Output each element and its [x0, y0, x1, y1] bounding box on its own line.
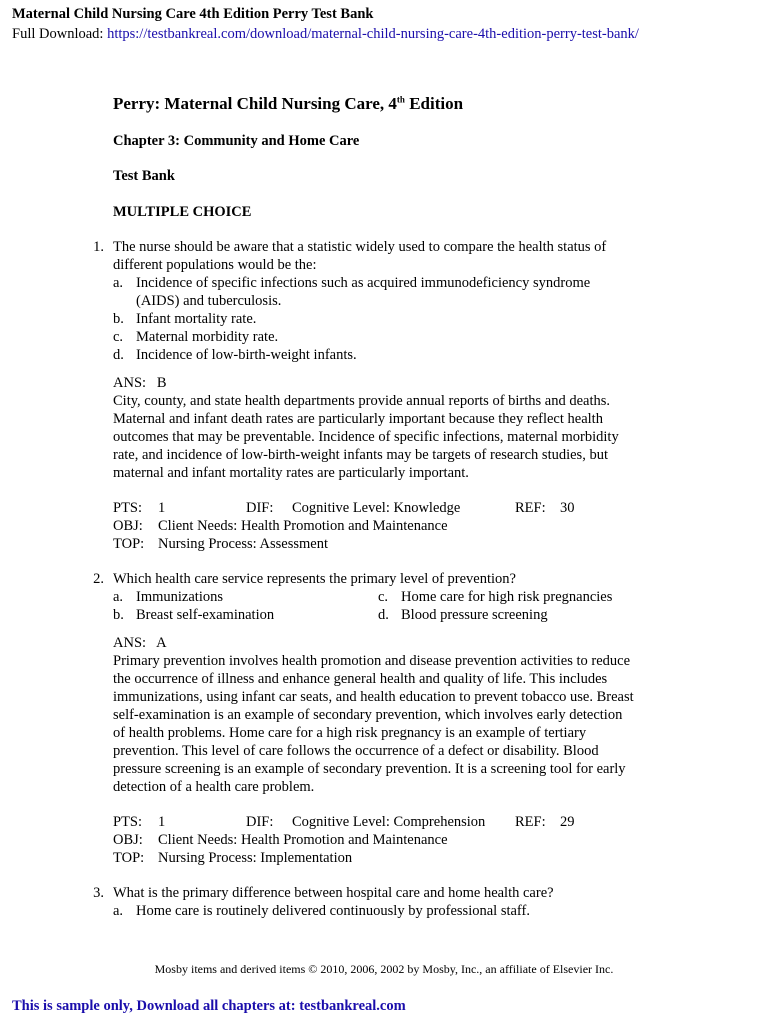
ref-label: REF: [515, 500, 546, 516]
ref-label: REF: [515, 814, 546, 830]
rationale-line: the occurrence of illness and enhance general health and quality of life. This includes [113, 671, 608, 687]
obj-value: Client Needs: Health Promotion and Maintenance [158, 518, 448, 534]
option-text: Immunizations [136, 589, 223, 605]
option-letter: b. [113, 311, 124, 327]
rationale-line: Maternal and infant death rates are particularly important because they reflect health [113, 411, 603, 427]
option-text: Infant mortality rate. [136, 311, 257, 327]
option-b [113, 606, 274, 624]
option-letter: d. [378, 607, 389, 623]
answer: ANS: B [113, 375, 167, 391]
ref-value: 30 [560, 500, 575, 516]
option-a [113, 902, 530, 920]
rationale-line: City, county, and state health departments provide annual reports of births and deaths. [113, 393, 611, 409]
option-c [113, 328, 278, 346]
header-title: Maternal Child Nursing Care 4th Edition Perry Test Bank [12, 6, 374, 22]
pts-value: 1 [158, 500, 166, 516]
option-letter: a. [113, 589, 124, 605]
option-letter: a. [113, 275, 124, 291]
option-letter: b. [113, 607, 124, 623]
question-number: 1. [93, 239, 104, 255]
rationale-line: rate, and incidence of low-birth-weight infants may be targets of research studies, but [113, 447, 608, 463]
question-stem: Which health care service represents the primary level of prevention? [113, 571, 516, 587]
ref-value: 29 [560, 814, 575, 830]
top-value: Nursing Process: Implementation [158, 850, 353, 866]
option-text: Maternal morbidity rate. [136, 329, 279, 345]
option-b [113, 310, 256, 328]
book-title-sup: th [396, 94, 405, 105]
rationale-line: Primary prevention involves health promotion and disease prevention activities to reduce [113, 653, 631, 669]
option-text: Home care for high risk pregnancies [401, 589, 613, 605]
option-text: Breast self-examination [136, 607, 275, 623]
rationale-line: prevention. This level of care follows the occurrence of a defect or disability. Blood [113, 743, 599, 759]
option-a-cont: (AIDS) and tuberculosis. [136, 293, 282, 309]
option-text: Home care is routinely delivered continuously by professional staff. [136, 903, 530, 919]
book-title [113, 94, 463, 114]
top-label: TOP: [113, 850, 145, 866]
pts-label: PTS: [113, 500, 143, 516]
question-number: 3. [93, 885, 104, 901]
dif-label: DIF: [246, 814, 274, 830]
question-stem: What is the primary difference between hospital care and home health care? [113, 885, 554, 901]
pts-label: PTS: [113, 814, 143, 830]
chapter-title: Chapter 3: Community and Home Care [113, 133, 360, 149]
dif-value: Cognitive Level: Comprehension [292, 814, 486, 830]
option-letter: c. [113, 329, 124, 345]
rationale-line: pressure screening is an example of secondary prevention. It is a screening tool for early [113, 761, 626, 777]
option-text: Incidence of specific infections such as acquired immunodeficiency syndrome [136, 275, 591, 291]
obj-value: Client Needs: Health Promotion and Maintenance [158, 832, 448, 848]
rationale-line: self-examination is an example of secondary prevention, which involves early detection [113, 707, 623, 723]
pts-value: 1 [158, 814, 166, 830]
top-label: TOP: [113, 536, 145, 552]
option-c [378, 588, 612, 606]
copyright-footer: Mosby items and derived items © 2010, 2006, 2002 by Mosby, Inc., an affiliate of Elsevier Inc. [154, 962, 614, 976]
rationale-line: of health problems. Home care for a high risk pregnancy is an example of tertiary [113, 725, 587, 741]
question-stem: different populations would be the: [113, 257, 317, 273]
book-title-main: Perry: Maternal Child Nursing Care, 4 [113, 94, 397, 113]
answer: ANS: A [113, 635, 167, 651]
download-link[interactable]: https://testbankreal.com/download/maternal-child-nursing-care-4th-edition-perry-test-bank/ [107, 26, 639, 42]
rationale-line: maternal and infant mortality rates are particularly important. [113, 465, 469, 481]
option-d [113, 346, 357, 364]
dif-value: Cognitive Level: Knowledge [292, 500, 461, 516]
download-line [12, 25, 639, 43]
option-text: Blood pressure screening [401, 607, 548, 623]
rationale-line: immunizations, using infant car seats, and health education to prevent tobacco use. Breast [113, 689, 634, 705]
download-label: Full Download: [12, 26, 104, 42]
test-bank-label: Test Bank [113, 168, 175, 184]
book-title-edition: Edition [404, 94, 464, 113]
option-a [113, 274, 590, 292]
sample-download-note[interactable]: This is sample only, Download all chapters at: testbankreal.com [12, 998, 406, 1014]
section-title: MULTIPLE CHOICE [113, 204, 252, 220]
obj-label: OBJ: [113, 518, 143, 534]
dif-label: DIF: [246, 500, 274, 516]
obj-label: OBJ: [113, 832, 143, 848]
option-letter: a. [113, 903, 124, 919]
question-stem: The nurse should be aware that a statistic widely used to compare the health status of [113, 239, 607, 255]
option-letter: d. [113, 347, 124, 363]
option-d [378, 606, 548, 624]
option-text: Incidence of low-birth-weight infants. [136, 347, 357, 363]
option-letter: c. [378, 589, 389, 605]
question-number: 2. [93, 571, 104, 587]
top-value: Nursing Process: Assessment [158, 536, 328, 552]
rationale-line: detection of a health care problem. [113, 779, 315, 795]
option-a [113, 588, 223, 606]
rationale-line: outcomes that may be preventable. Incidence of specific infections, maternal morbidity [113, 429, 619, 445]
